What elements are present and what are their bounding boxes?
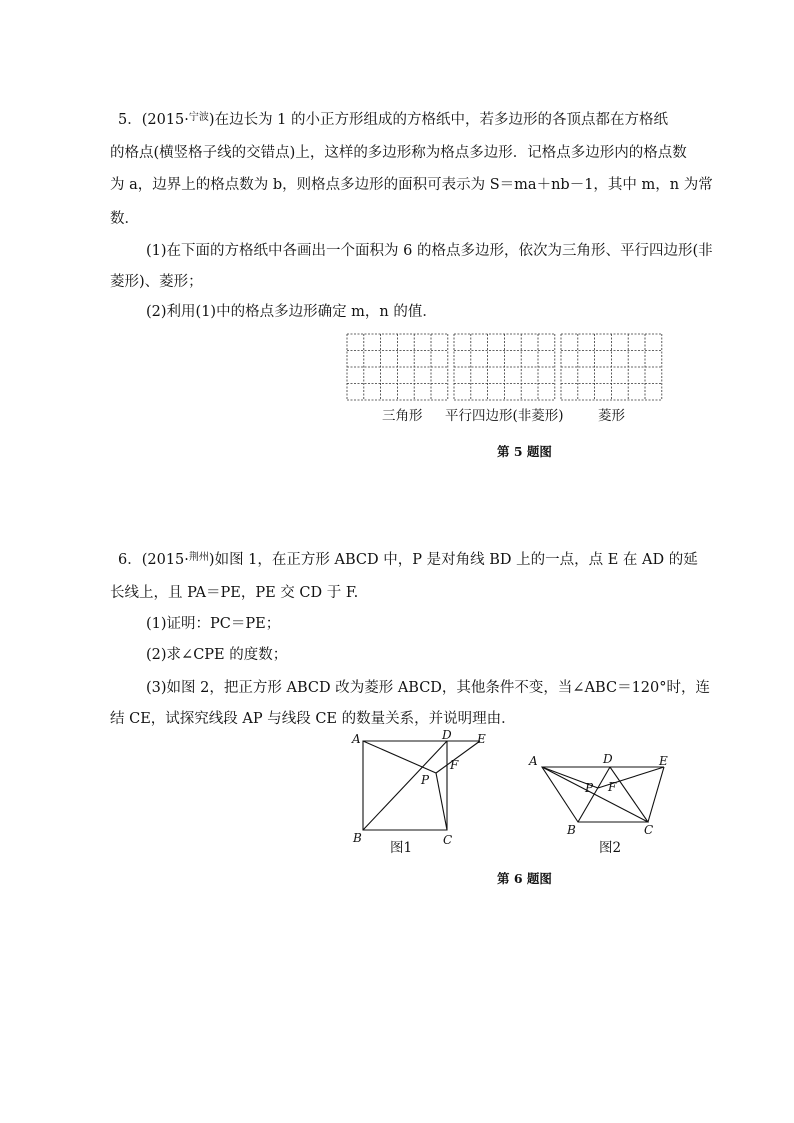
fig1-caption: 图1	[390, 840, 413, 856]
grid-papers	[347, 334, 667, 404]
segment-ce	[648, 767, 664, 822]
q6-caption: 第 6 题图	[497, 871, 552, 886]
diagonal-bd	[363, 741, 447, 830]
q5-line-1: 5．(2015·$^{宁波}$)在边长为 1 的小正方形组成的方格纸中，若多边形的各顶点都在方格纸	[118, 112, 669, 128]
segment-pa	[363, 741, 436, 773]
fig2-label-e: E	[659, 754, 668, 768]
q6-part-1: (1)证明：PC＝PE；	[146, 616, 281, 632]
fig2-label-p: P	[585, 781, 594, 795]
fig1-label-c: C	[443, 833, 453, 847]
diagonal-ac	[542, 767, 648, 822]
fig2-label-b: B	[567, 823, 576, 837]
fig1-label-p: P	[421, 773, 430, 787]
fig2-label-c: C	[644, 823, 654, 837]
fig1-label-b: B	[353, 831, 362, 845]
q5-part-1a: (1)在下面的方格纸中各画出一个面积为 6 的格点多边形，依次为三角形、平行四边形(非	[146, 243, 713, 259]
diagonal-bd	[578, 767, 610, 822]
grid-label-triangle: 三角形	[382, 408, 423, 424]
q6-part-3a: (3)如图 2，把正方形 ABCD 改为菱形 ABCD，其他条件不变，当∠ABC＝120°时，连	[146, 680, 710, 696]
q5-part-2: (2)利用(1)中的格点多边形确定 m，n 的值．	[146, 304, 437, 320]
q6-part-2: (2)求∠CPE 的度数；	[146, 647, 288, 663]
q5-part-1b: 菱形)、菱形；	[110, 274, 203, 290]
fig1-label-d: D	[442, 728, 452, 742]
fig1-label-f: F	[450, 758, 459, 772]
q5-line-3: 为 a，边界上的格点数为 b，则格点多边形的面积可表示为 S＝ma＋nb－1，其中 m，n 为常	[110, 177, 713, 193]
figure-1	[350, 728, 500, 853]
q5-line-2: 的格点(横竖格子线的交错点)上，这样的多边形称为格点多边形．记格点多边形内的格点数	[110, 145, 687, 161]
q6-line-1: 6．(2015·$^{荆州}$)如图 1，在正方形 ABCD 中，P 是对角线 BD 上的一点，点 E 在 AD 的延	[118, 552, 698, 568]
q6-line-2: 长线上，且 PA＝PE，PE 交 CD 于 F.	[110, 585, 359, 601]
grid-label-parallelogram: 平行四边形(非菱形)	[445, 408, 564, 424]
q6-source: 荆州	[188, 552, 209, 563]
q5-caption: 第 5 题图	[497, 444, 552, 459]
fig1-label-e: E	[477, 732, 486, 746]
fig2-label-a: A	[529, 754, 538, 768]
q5-line-4: 数．	[110, 211, 139, 227]
figure-2	[526, 753, 676, 838]
fig2-label-d: D	[603, 752, 613, 766]
fig2-label-f: F	[608, 780, 617, 794]
q6-part-3b: 结 CE，试探究线段 AP 与线段 CE 的数量关系，并说明理由．	[110, 711, 516, 727]
q5-source: 宁波	[188, 112, 209, 123]
segment-pc	[436, 773, 447, 830]
grid-label-rhombus: 菱形	[598, 408, 625, 424]
fig1-label-a: A	[352, 732, 361, 746]
fig2-caption: 图2	[599, 840, 622, 856]
